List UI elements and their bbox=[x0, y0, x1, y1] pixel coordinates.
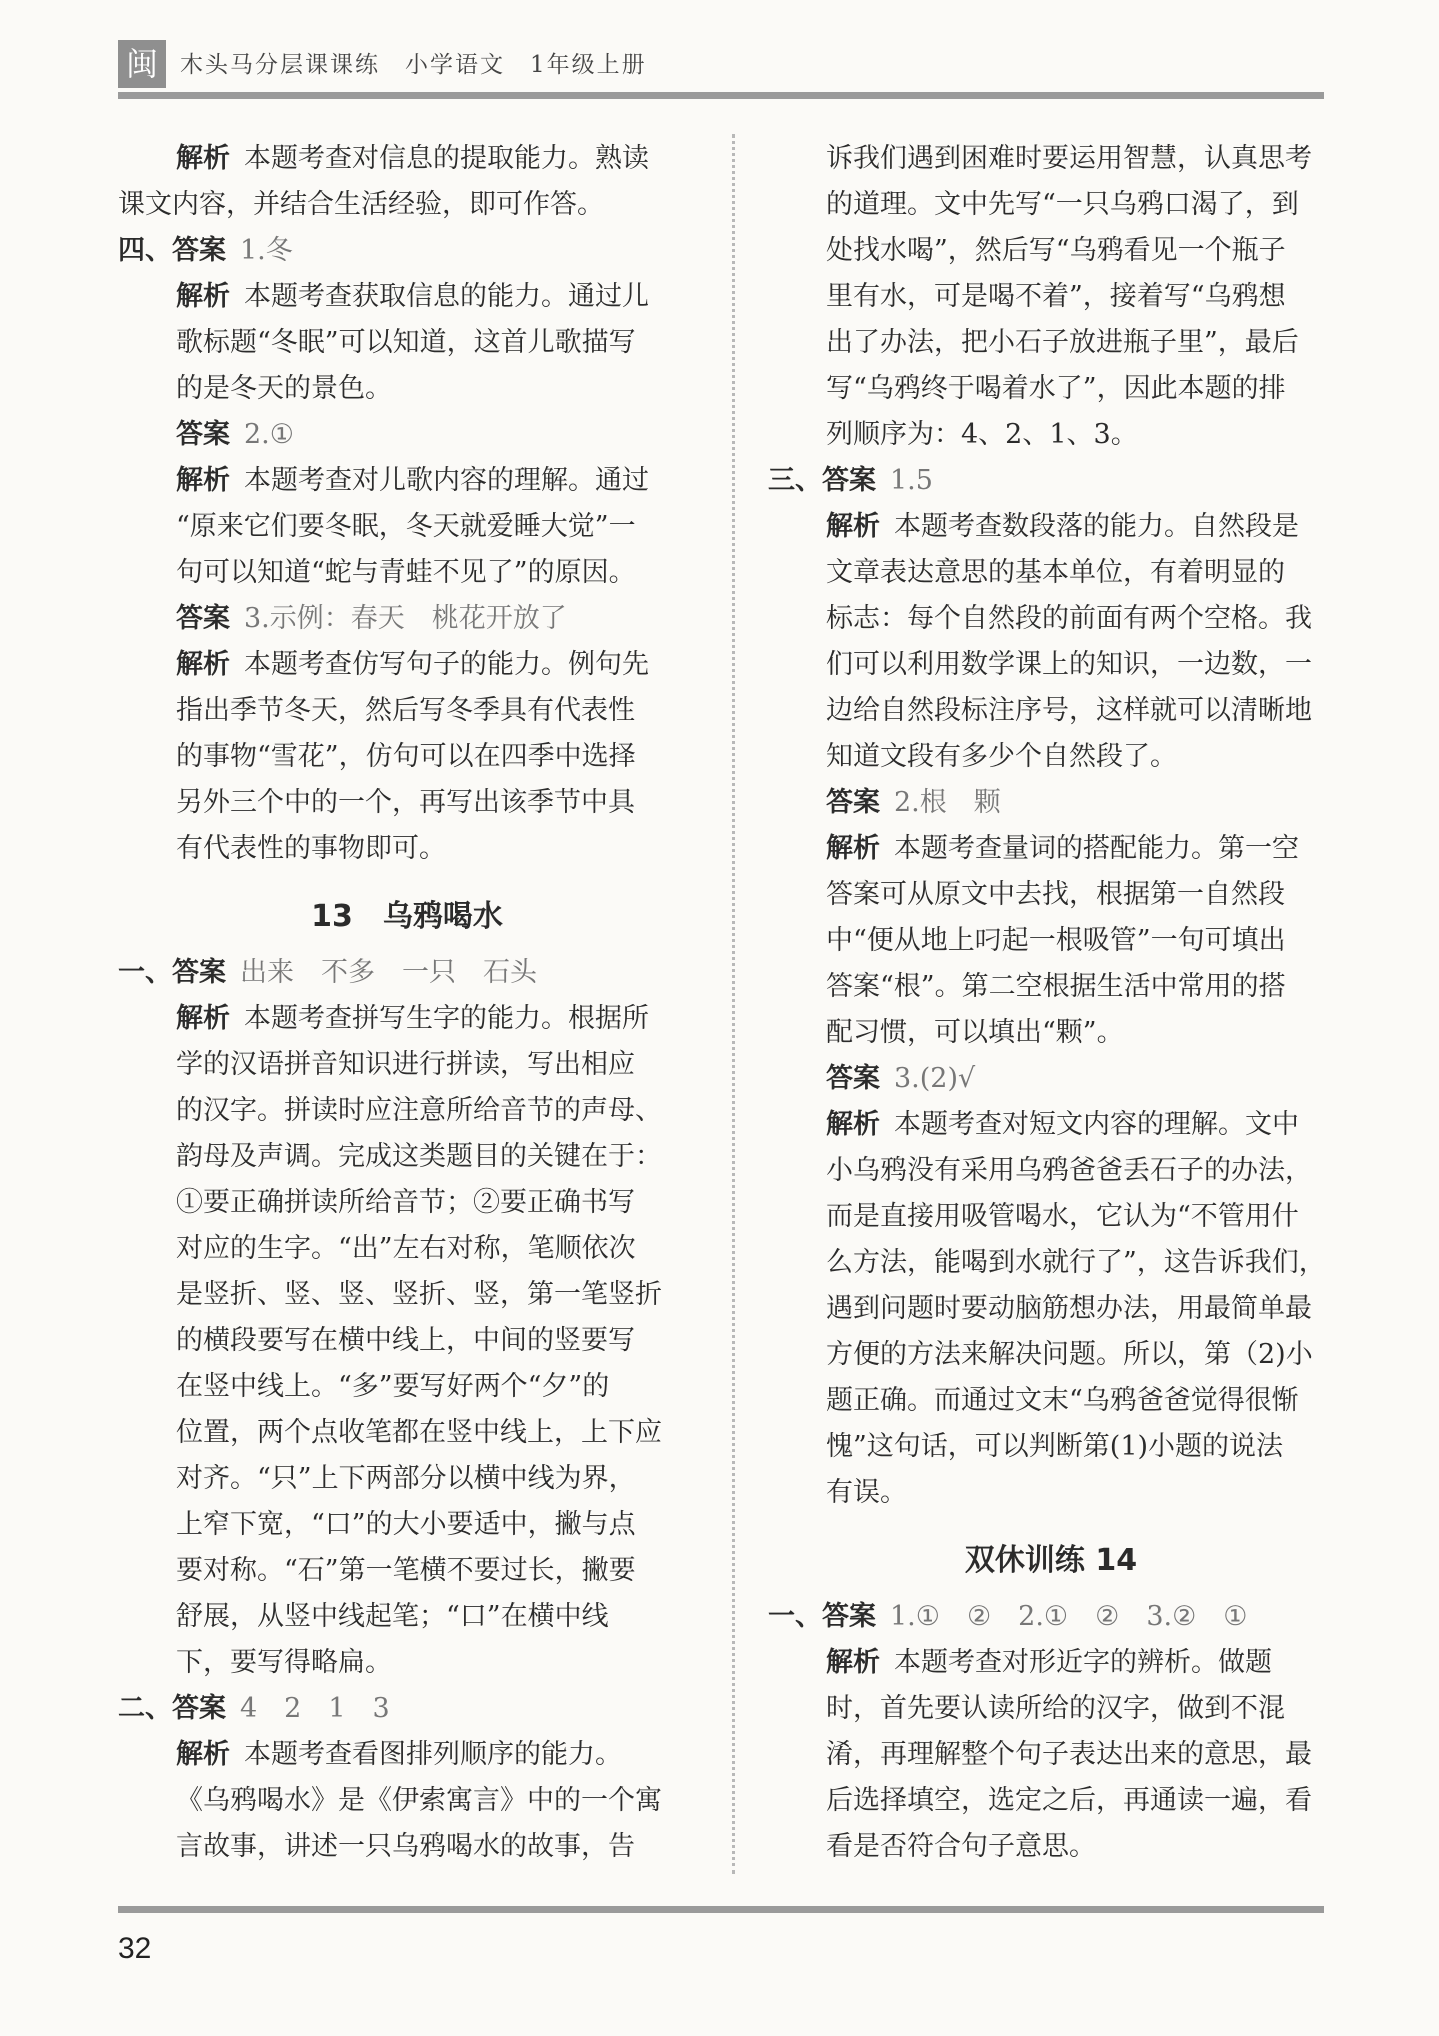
left-column bbox=[118, 136, 696, 1870]
text-line: 的事物“雪花”，仿句可以在四季中选择 bbox=[176, 741, 636, 772]
answer-value: 出来 不多 一只 石头 bbox=[240, 957, 537, 988]
text-line: 列顺序为：4、2、1、3。 bbox=[826, 419, 1138, 450]
text-line: 解析 本题考查获取信息的能力。通过儿 bbox=[176, 281, 649, 312]
text-line: 句可以知道“蛇与青蛙不见了”的原因。 bbox=[176, 557, 636, 588]
text-line: 舒展，从竖中线起笔；“口”在横中线 bbox=[176, 1601, 609, 1632]
right-column bbox=[768, 136, 1334, 1870]
analysis-label: 解析 bbox=[176, 649, 230, 680]
text-line: 解析 本题考查看图排列顺序的能力。 bbox=[176, 1739, 622, 1770]
answer-value: 1.5 bbox=[890, 465, 933, 496]
text-line: 解析 本题考查对信息的提取能力。熟读 bbox=[176, 143, 649, 174]
answer-label: 答案 bbox=[172, 1693, 226, 1724]
analysis-label: 解析 bbox=[176, 281, 230, 312]
text-line: 题正确。而通过文末“乌鸦爸爸觉得很惭 bbox=[826, 1385, 1299, 1416]
answer-value: 4 2 1 3 bbox=[240, 1693, 390, 1724]
text-line: 小乌鸦没有采用乌鸦爸爸丢石子的办法， bbox=[826, 1155, 1312, 1186]
analysis-label: 解析 bbox=[176, 1739, 230, 1770]
text-line: 上窄下宽，“口”的大小要适中，撇与点 bbox=[176, 1509, 636, 1540]
column-divider bbox=[732, 134, 735, 1874]
answer-line bbox=[118, 228, 696, 274]
header-rule bbox=[118, 92, 1324, 99]
text-line: 《乌鸦喝水》是《伊索寓言》中的一个寓 bbox=[176, 1785, 662, 1816]
analysis-label: 解析 bbox=[176, 465, 230, 496]
text-line: 文章表达意思的基本单位，有着明显的 bbox=[826, 557, 1285, 588]
answer-line bbox=[768, 1056, 1334, 1102]
text-line: 的是冬天的景色。 bbox=[176, 373, 392, 404]
text-line: “原来它们要冬眠，冬天就爱睡大觉”一 bbox=[176, 511, 636, 542]
text-line: 解析 本题考查对短文内容的理解。文中 bbox=[826, 1109, 1299, 1140]
analysis-label: 解析 bbox=[826, 1647, 880, 1678]
section-number: 二、 bbox=[118, 1693, 172, 1724]
answer-value: 2.① bbox=[244, 419, 294, 450]
text-line: 答案可从原文中去找，根据第一自然段 bbox=[826, 879, 1285, 910]
text-line: 解析 本题考查对儿歌内容的理解。通过 bbox=[176, 465, 649, 496]
text-line: 有误。 bbox=[826, 1477, 907, 1508]
footer-rule bbox=[118, 1906, 1324, 1913]
answer-label: 答案 bbox=[172, 235, 226, 266]
answer-label: 答案 bbox=[176, 419, 230, 450]
text-line: 淆，再理解整个句子表达出来的意思，最 bbox=[826, 1739, 1312, 1770]
answer-value: 2.根 颗 bbox=[894, 787, 1001, 818]
analysis-label: 解析 bbox=[176, 143, 230, 174]
text-line: 而是直接用吸管喝水，它认为“不管用什 bbox=[826, 1201, 1299, 1232]
text-line: 诉我们遇到困难时要运用智慧，认真思考 bbox=[826, 143, 1312, 174]
text-line: 方便的方法来解决问题。所以，第（2)小 bbox=[826, 1339, 1313, 1370]
answer-line bbox=[118, 950, 696, 996]
text-line: 解析 本题考查拼写生字的能力。根据所 bbox=[176, 1003, 649, 1034]
text-line: 歌标题“冬眠”可以知道，这首儿歌描写 bbox=[176, 327, 636, 358]
text-line: 们可以利用数学课上的知识，一边数，一 bbox=[826, 649, 1312, 680]
answer-value: 3.示例：春天 桃花开放了 bbox=[244, 603, 567, 634]
text-line: 答案“根”。第二空根据生活中常用的搭 bbox=[826, 971, 1286, 1002]
text-line: 愧”这句话，可以判断第(1)小题的说法 bbox=[826, 1431, 1284, 1462]
answer-value: 1.冬 bbox=[240, 235, 293, 266]
page-number: 32 bbox=[118, 1932, 152, 1965]
text-line: 写“乌鸦终于喝着水了”，因此本题的排 bbox=[826, 373, 1286, 404]
text-line: 解析 本题考查仿写句子的能力。例句先 bbox=[176, 649, 649, 680]
text-line: 中“便从地上叼起一根吸管”一句可填出 bbox=[826, 925, 1286, 956]
text-line: 韵母及声调。完成这类题目的关键在于： bbox=[176, 1141, 662, 1172]
text-line: 知道文段有多少个自然段了。 bbox=[826, 741, 1177, 772]
answer-value: 1.① ② 2.① ② 3.② ① bbox=[890, 1601, 1248, 1632]
text-line: 言故事，讲述一只乌鸦喝水的故事，告 bbox=[176, 1831, 635, 1862]
text-line: 处找水喝”，然后写“乌鸦看见一个瓶子 bbox=[826, 235, 1286, 266]
text-line: 位置，两个点收笔都在竖中线上，上下应 bbox=[176, 1417, 662, 1448]
text-line: 解析 本题考查量词的搭配能力。第一空 bbox=[826, 833, 1299, 864]
answer-label: 答案 bbox=[822, 465, 876, 496]
text-line: 学的汉语拼音知识进行拼读，写出相应 bbox=[176, 1049, 635, 1080]
text-line: 么方法，能喝到水就行了”，这告诉我们， bbox=[826, 1247, 1326, 1278]
text-line: 遇到问题时要动脑筋想办法，用最简单最 bbox=[826, 1293, 1312, 1324]
answer-label: 答案 bbox=[176, 603, 230, 634]
text-line: 里有水，可是喝不着”，接着写“乌鸦想 bbox=[826, 281, 1286, 312]
text-line: 解析 本题考查对形近字的辨析。做题 bbox=[826, 1647, 1272, 1678]
answer-line bbox=[768, 458, 1334, 504]
answer-line bbox=[768, 1594, 1334, 1640]
text-line: 的横段要写在横中线上，中间的竖要写 bbox=[176, 1325, 635, 1356]
review-title: 双休训练 14 bbox=[964, 1543, 1138, 1578]
answer-line bbox=[118, 596, 696, 642]
text-line: 课文内容，并结合生活经验，即可作答。 bbox=[118, 189, 604, 220]
answer-label: 答案 bbox=[826, 787, 880, 818]
section-number: 四、 bbox=[118, 235, 172, 266]
answer-line bbox=[768, 780, 1334, 826]
analysis-label: 解析 bbox=[826, 833, 880, 864]
text-line: 指出季节冬天，然后写冬季具有代表性 bbox=[176, 695, 635, 726]
section-number: 三、 bbox=[768, 465, 822, 496]
text-line: 对齐。“只”上下两部分以横中线为界， bbox=[176, 1463, 636, 1494]
text-line: 对应的生字。“出”左右对称，笔顺依次 bbox=[176, 1233, 636, 1264]
answer-line bbox=[118, 412, 696, 458]
answer-label: 答案 bbox=[822, 1601, 876, 1632]
analysis-label: 解析 bbox=[826, 511, 880, 542]
text-line: 的汉字。拼读时应注意所给音节的声母、 bbox=[176, 1095, 662, 1126]
text-line: 出了办法，把小石子放进瓶子里”，最后 bbox=[826, 327, 1299, 358]
text-line: 的道理。文中先写“一只乌鸦口渴了，到 bbox=[826, 189, 1299, 220]
lesson-title: 13 乌鸦喝水 bbox=[311, 899, 503, 934]
analysis-label: 解析 bbox=[826, 1109, 880, 1140]
text-line: 下，要写得略扁。 bbox=[176, 1647, 392, 1678]
text-line: ①要正确拼读所给音节；②要正确书写 bbox=[176, 1187, 635, 1218]
text-line: 看是否符合句子意思。 bbox=[826, 1831, 1096, 1862]
answer-label: 答案 bbox=[826, 1063, 880, 1094]
text-line: 在竖中线上。“多”要写好两个“夕”的 bbox=[176, 1371, 610, 1402]
text-line: 有代表性的事物即可。 bbox=[176, 833, 446, 864]
text-line: 标志：每个自然段的前面有两个空格。我 bbox=[826, 603, 1312, 634]
section-number: 一、 bbox=[768, 1601, 822, 1632]
analysis-label: 解析 bbox=[176, 1003, 230, 1034]
text-line: 后选择填空，选定之后，再通读一遍，看 bbox=[826, 1785, 1312, 1816]
answer-label: 答案 bbox=[172, 957, 226, 988]
section-number: 一、 bbox=[118, 957, 172, 988]
text-line: 边给自然段标注序号，这样就可以清晰地 bbox=[826, 695, 1312, 726]
answer-value: 3.(2)√ bbox=[894, 1063, 976, 1094]
book-title: 木头马分层课课练 小学语文 1年级上册 bbox=[180, 52, 647, 78]
text-line: 另外三个中的一个，再写出该季节中具 bbox=[176, 787, 635, 818]
text-line: 要对称。“石”第一笔横不要过长，撇要 bbox=[176, 1555, 636, 1586]
text-line: 时，首先要认读所给的汉字，做到不混 bbox=[826, 1693, 1285, 1724]
text-line: 是竖折、竖、竖、竖折、竖，第一笔竖折 bbox=[176, 1279, 662, 1310]
answer-line bbox=[118, 1686, 696, 1732]
text-line: 解析 本题考查数段落的能力。自然段是 bbox=[826, 511, 1299, 542]
publisher-logo: 闽 bbox=[118, 40, 166, 88]
text-line: 配习惯，可以填出“颗”。 bbox=[826, 1017, 1124, 1048]
page-header bbox=[118, 40, 1324, 100]
